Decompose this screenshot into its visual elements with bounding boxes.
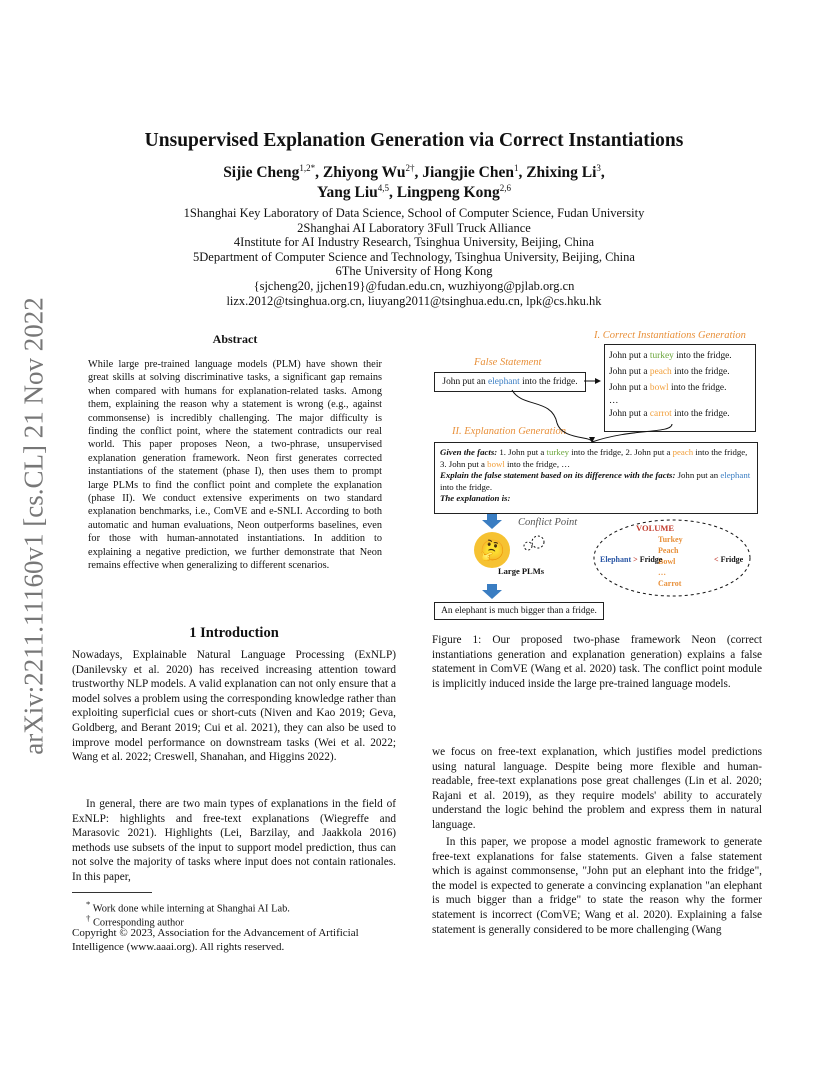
abstract-text: While large pre-trained language models (PLM) have shown their great skills at solving discriminative tasks, a significant gap remains when compared with humans for explanation-related tasks. Among them, explaining the reason why a statement is wrong (e.g., against commonsense) is incredibly challenging. The major difficulty is finding the conflict point, where the statement contradicts our real world. This paper proposes Neon, a two-phrase, unsupervised explanation generation framework. Neon first generates corrected instantiations of the statement (phase I), then uses them to prompt large PLMs to find the conflict point and complete the explanation (phase II). We conduct extensive experiments on two standard explanation benchmarks, i.e., ComVE and e-SNLI. According to both automatic and human evaluations, Neon outperforms baselines, even for those with human-annotated instantiations. In addition to explaining a negative prediction, we further demonstrate that Neon remains effective when generalizing to different scenarios. — [88, 359, 382, 572]
affiliation: 1Shanghai Key Laboratory of Data Science, School of Computer Science, Fudan University — [183, 206, 645, 220]
abstract-heading: Abstract — [212, 332, 258, 346]
output-explanation-box: An elephant is much bigger than a fridge. — [434, 602, 604, 620]
copyright-notice: Copyright © 2023, Association for the Advancement of Artificial Intelligence (www.aaai.org). All rights reserved. — [72, 927, 359, 953]
false-statement-box: John put an elephant into the fridge. — [434, 372, 586, 392]
figure-caption: Figure 1: Our proposed two-phase framework Neon (correct instantiations generation and explanation generation) explains a false statement in ComVE (Wang et al. 2020) task. The conflict point module is implicitly induced inside the large pre-trained language models. — [432, 634, 762, 690]
phase2-label: II. Explanation Generation — [452, 426, 567, 437]
email-line: {sjcheng20, jjchen19}@fudan.edu.cn, wuzhiyong@pjlab.org.cn — [253, 278, 575, 293]
phase1-label: I. Correct Instantiations Generation — [594, 330, 746, 341]
affiliations — [0, 206, 828, 308]
footnote: † Corresponding author — [86, 913, 184, 929]
volume-label: VOLUME — [636, 523, 675, 533]
intro-paragraph: In general, there are two main types of explanations in the field of ExNLP: highlights and free-text explanations (Wiegreffe and Marasovic 2021). Highlights (Lei, Barzilay, and Jaakkola 2016) methods use subsets of the input to support model prediction, thus can not solve the majority of tasks where input does not contain rationales. In this paper, — [72, 798, 396, 883]
footnote: * Work done while interning at Shanghai AI Lab. — [86, 899, 290, 915]
figure-arrows — [432, 328, 762, 620]
authors-line-2: Yang Liu$^{4,5}$, Lingpeng Kong$^{2,6}$ — [317, 183, 511, 202]
paper-title: Unsupervised Explanation Generation via Correct Instantiations — [144, 130, 684, 151]
affiliation: 6The University of Hong Kong — [335, 264, 493, 279]
affiliation: 5Department of Computer Science and Technology, Tsinghua University, Beijing, China — [193, 249, 635, 264]
false-statement-label: False Statement — [474, 357, 542, 368]
cloud-comparison-right: < Fridge — [714, 555, 744, 564]
prompt-box: Given the facts: 1. John put a turkey into the fridge, 2. John put a peach into the fridge, 3. John put a bowl into the fridge, … Explain the false statement based on its difference with the facts: John put an elephant into the fridge. The explanation is: — [434, 442, 758, 514]
email-line: lizx.2012@tsinghua.org.cn, liuyang2011@tsinghua.edu.cn, lpk@cs.hku.hk — [226, 293, 602, 308]
body-paragraph: we focus on free-text explanation, which justifies model predictions using natural language. Despite being more flexible and human-readable, free-text explanations pose great challenges (Lin et al. 2020; Rajani et al. 2019), as they require models' ability to accurately understand the logic behind the problem and express them in natural language. — [432, 746, 762, 831]
plm-label: Large PLMs — [498, 566, 545, 576]
instantiations-box: John put a turkey into the fridge. John put a peach into the fridge. John put a bowl into the fridge. … John put a carrot into the fridge. — [604, 344, 756, 432]
section-heading: 1 Introduction — [189, 625, 279, 641]
affiliation: 2Shanghai AI Laboratory 3Full Truck Alliance — [297, 220, 531, 235]
cloud-items: Turkey Peach Bowl … Carrot — [658, 535, 683, 588]
arxiv-stamp: arXiv:2211.11160v1 [cs.CL] 21 Nov 2022 — [18, 297, 49, 755]
body-paragraph: In this paper, we propose a model agnostic framework to generate free-text explanations for false statements. Given a false statement which is against commonsense, "John put an elephant into the fridge", the model is expected to generate a convincing explanation "an elephant is much bigger than a fridge" to state the reason why the former statement is incorrect (ComVE; Wang et al. 2020). Explaining a false statement is generally considered to be more challenging (Wang — [432, 836, 762, 936]
intro-paragraph: Nowadays, Explainable Natural Language Processing (ExNLP) (Danilevsky et al. 2020) has received increasing attention toward trustworthy NLP models. A valid explanation can not only ensure that a model solves a problem using the corresponding knowledge rather than exploiting superficial cues or short-cuts (Niven and Kao 2019; Geva, Goldberg, and Berant 2019; Cui et al. 2021), they can also be used to improve model performance on downstream tasks (Wei et al. 2022; Wang et al. 2022; Creswell, Shanahan, and Higgins 2022). — [72, 649, 396, 764]
thinking-face-icon: 🤔 — [480, 540, 505, 562]
affiliation: 4Institute for AI Industry Research, Tsinghua University, Beijing, China — [233, 235, 595, 250]
conflict-point-label: Conflict Point — [518, 517, 578, 528]
authors-line-1: Sijie Cheng$^{1,2*}$, Zhiyong $Wu^{2\dagger}$, Jiangjie Chen$^1$, Zhixing Li$^3$, — [223, 163, 605, 182]
footnote-rule — [72, 892, 152, 893]
cloud-comparison-left: Elephant > Fridge — [600, 555, 663, 564]
figure-1 — [432, 328, 762, 620]
